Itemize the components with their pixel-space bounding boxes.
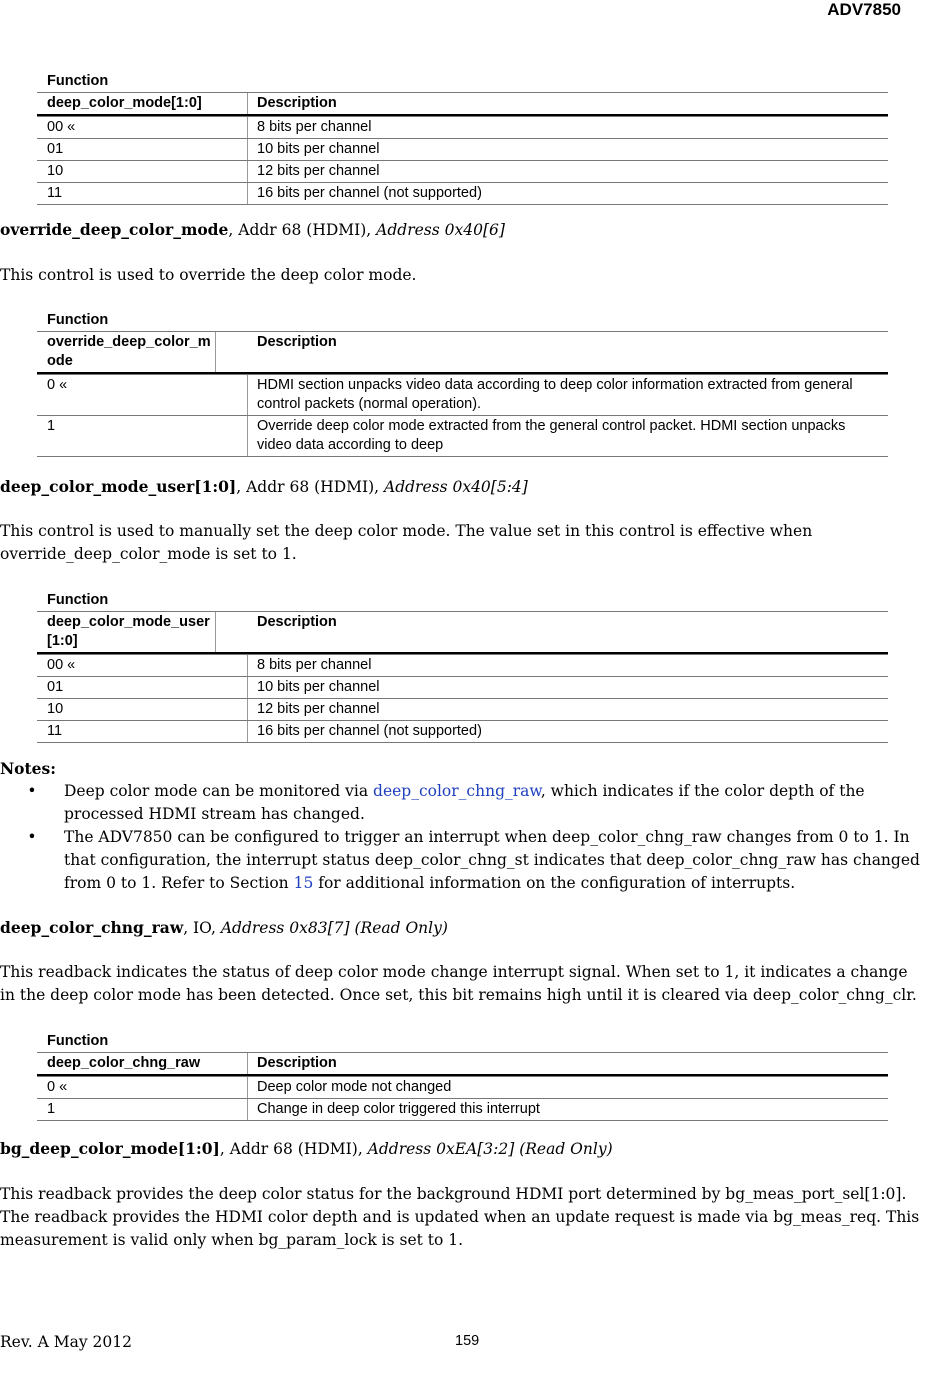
notes-label: Notes: xyxy=(0,759,56,778)
table-cell-desc: 8 bits per channel xyxy=(257,119,372,135)
table-col2-header: Description xyxy=(257,334,337,350)
table-col2-header: Description xyxy=(257,614,337,630)
table-cell-desc: Change in deep color triggered this interrupt xyxy=(257,1101,540,1117)
note-text xyxy=(64,826,920,895)
table-cell-desc: 16 bits per channel (not supported) xyxy=(257,185,482,201)
document-header-title: ADV7850 xyxy=(827,0,901,19)
table-function-label: Function xyxy=(47,592,109,608)
override-register-description: This control is used to override the deep color mode. xyxy=(0,266,417,284)
table-row xyxy=(37,138,888,160)
table-header-row xyxy=(37,611,888,654)
list-item xyxy=(0,826,920,895)
register-address: Address 0x83[7] (Read Only) xyxy=(220,919,448,937)
register-name: override_deep_color_mode xyxy=(0,220,229,239)
footer-revision: Rev. A May 2012 xyxy=(0,1333,132,1351)
table-cell-value: 10 xyxy=(37,161,248,182)
table-row xyxy=(37,654,888,676)
table-cell-desc: Override deep color mode extracted from the general control packet. HDMI section unpacks video data according to deep xyxy=(257,418,846,453)
table-row xyxy=(37,374,888,415)
table-row xyxy=(37,160,888,182)
bg-register-heading xyxy=(0,1137,920,1161)
table-col1-header: deep_color_mode_user [1:0] xyxy=(37,612,216,652)
table-cell-value: 01 xyxy=(37,677,248,698)
override-register-heading xyxy=(0,218,920,242)
table-col2-header: Description xyxy=(257,1055,337,1071)
note-text-part: , which indicates if the color depth of the processed HDMI stream has changed. xyxy=(64,782,865,823)
table-row xyxy=(37,182,888,205)
table-cell-value: 01 xyxy=(37,139,248,160)
footer-page-number: 159 xyxy=(455,1333,480,1349)
table-cell-value: 11 xyxy=(37,183,248,204)
deep-color-mode-table xyxy=(37,70,888,205)
table-cell-value: 0 « xyxy=(37,375,248,415)
table-row xyxy=(37,1076,888,1098)
table-function-label: Function xyxy=(47,73,109,89)
table-cell-value: 00 « xyxy=(37,117,248,138)
table-cell-desc: HDMI section unpacks video data according to deep color information extracted from general control packets (normal operation). xyxy=(257,377,853,412)
table-col1-header: deep_color_mode[1:0] xyxy=(37,93,248,114)
table-function-label: Function xyxy=(47,312,109,328)
table-col1-header: override_deep_color_m ode xyxy=(37,332,216,372)
table-cell-value: 0 « xyxy=(37,1077,248,1098)
table-cell-desc: 16 bits per channel (not supported) xyxy=(257,723,482,739)
table-cell-value: 1 xyxy=(37,1099,248,1120)
note-text xyxy=(64,780,920,826)
override-deep-color-table xyxy=(37,309,888,457)
table-row xyxy=(37,415,888,457)
deep-color-mode-user-table xyxy=(37,589,888,743)
table-cell-desc: 12 bits per channel xyxy=(257,163,380,179)
table-function-label: Function xyxy=(47,1033,109,1049)
user-register-heading xyxy=(0,475,920,499)
register-addr: , Addr 68 (HDMI), xyxy=(219,1140,368,1158)
note-text-part: for additional information on the configuration of interrupts. xyxy=(313,874,796,892)
table-col2-header: Description xyxy=(257,95,337,111)
table-cell-desc: Deep color mode not changed xyxy=(257,1079,452,1095)
bullet-icon: • xyxy=(27,828,37,846)
register-address: Address 0xEA[3:2] (Read Only) xyxy=(367,1140,613,1158)
table-row xyxy=(37,676,888,698)
table-col1-header: deep_color_chng_raw xyxy=(37,1053,248,1074)
deep-color-chng-raw-table xyxy=(37,1030,888,1121)
register-name: deep_color_chng_raw xyxy=(0,918,184,937)
section-15-link[interactable]: 15 xyxy=(293,874,314,892)
table-cell-desc: 12 bits per channel xyxy=(257,701,380,717)
table-row xyxy=(37,1098,888,1121)
notes-section xyxy=(0,757,920,895)
register-address: Address 0x40[5:4] xyxy=(384,478,528,496)
table-row xyxy=(37,698,888,720)
register-addr: , Addr 68 (HDMI), xyxy=(228,221,377,239)
table-cell-value: 10 xyxy=(37,699,248,720)
table-row xyxy=(37,720,888,743)
register-address: Address 0x40[6] xyxy=(376,221,505,239)
note-text-part: Deep color mode can be monitored via xyxy=(64,782,374,800)
table-cell-value: 11 xyxy=(37,721,248,742)
bg-register-description: This readback provides the deep color status for the background HDMI port determined by bg_meas_port_sel[1:0]. The readback provides the HDMI color depth and is updated when an update request is made via bg_meas_req. This measurement is valid only when bg_param_lock is set to 1. xyxy=(0,1185,920,1249)
table-row xyxy=(37,116,888,138)
table-cell-desc: 10 bits per channel xyxy=(257,679,380,695)
register-addr: , Addr 68 (HDMI), xyxy=(236,478,385,496)
user-register-description: This control is used to manually set the deep color mode. The value set in this control is effective when override_deep_color_mode is set to 1. xyxy=(0,522,813,563)
table-header-row xyxy=(37,331,888,374)
register-name: bg_deep_color_mode[1:0] xyxy=(0,1139,220,1158)
table-cell-value: 00 « xyxy=(37,655,248,676)
table-cell-desc: 10 bits per channel xyxy=(257,141,380,157)
register-addr: , IO, xyxy=(183,919,221,937)
deep-color-chng-raw-link[interactable]: deep_color_chng_raw xyxy=(373,782,541,800)
chng-raw-register-description: This readback indicates the status of deep color mode change interrupt signal. When set to 1, it indicates a change in the deep color mode has been detected. Once set, this bit remains high until it is cleared via deep_color_chng_clr. xyxy=(0,963,917,1004)
register-name: deep_color_mode_user[1:0] xyxy=(0,477,237,496)
table-cell-value: 1 xyxy=(37,416,248,456)
note-text-part: The ADV7850 can be configured to trigger an interrupt when deep_color_chng_raw changes from 0 to 1. In that configuration, the interrupt status deep_color_chng_st indicates that deep_color_chng_raw has changed from 0 to 1. Refer to Section xyxy=(64,828,920,892)
chng-raw-register-heading xyxy=(0,916,920,940)
bullet-icon: • xyxy=(27,782,37,800)
table-header-row xyxy=(37,1052,888,1076)
list-item xyxy=(0,780,920,826)
table-header-row xyxy=(37,92,888,116)
table-cell-desc: 8 bits per channel xyxy=(257,657,372,673)
